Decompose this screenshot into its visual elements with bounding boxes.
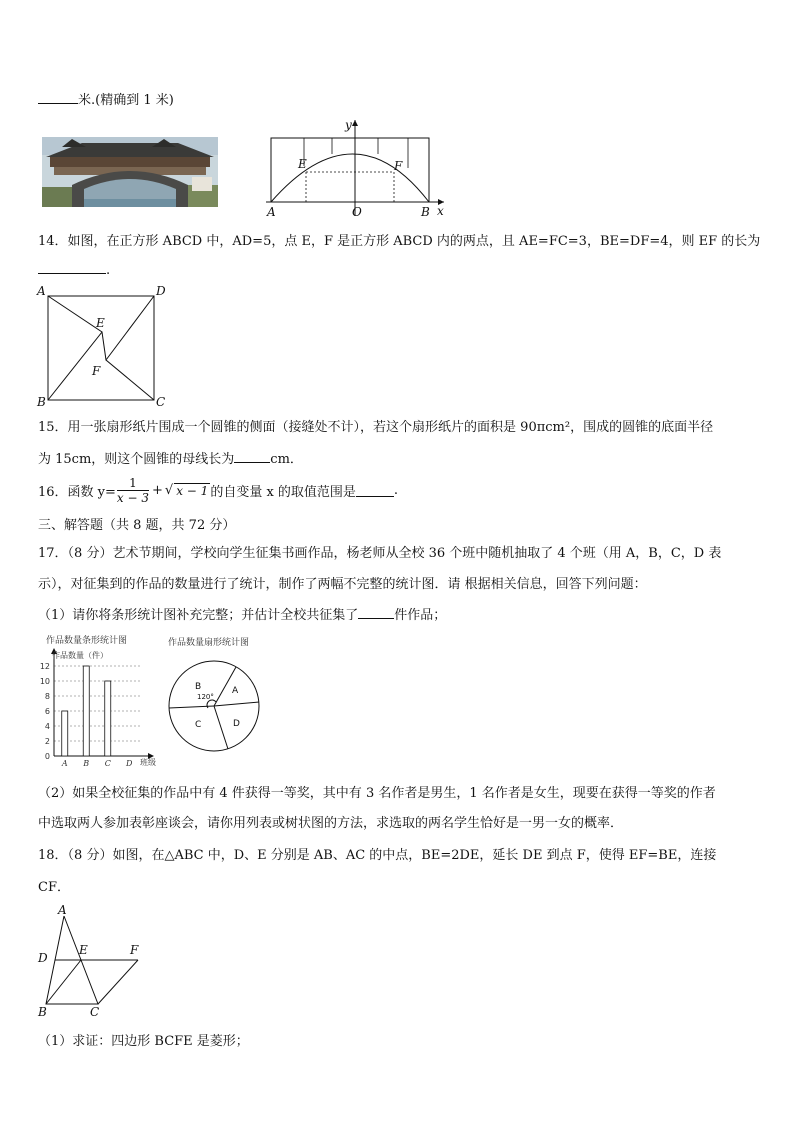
pie-label-d: D xyxy=(233,719,240,729)
q17-part2-line1: （2）如果全校征集的作品中有 4 件获得一等奖，其中有 3 名作者是男生，1 名作者是女生，现要在获得一等奖的作者 xyxy=(38,786,716,801)
q18-line1: 18．（8 分）如图，在△ABC 中，D、E 分别是 AB、AC 的中点，BE=2DE，延长 DE 到点 F，使得 EF=BE，连接 xyxy=(38,848,717,863)
point-label-b: B xyxy=(37,395,46,409)
point-label-d: D xyxy=(156,284,166,298)
point-label-f: F xyxy=(394,159,403,173)
point-label-f: F xyxy=(130,943,139,957)
category-label: B xyxy=(83,759,90,768)
q16-plus: + xyxy=(152,483,163,498)
q15-line1: 15．用一张扇形纸片围成一个圆锥的侧面（接缝处不计），若这个扇形纸片的面积是 90πcm²，围成的圆锥的底面半径 xyxy=(38,420,714,435)
q18-part1: （1）求证：四边形 BCFE 是菱形； xyxy=(38,1034,249,1049)
axis-label-x: x xyxy=(437,204,444,218)
pie-label-a: A xyxy=(232,686,239,696)
point-label-b: B xyxy=(38,1005,47,1019)
q15-line2-b: cm． xyxy=(270,452,303,467)
answer-blank xyxy=(38,261,106,274)
bar-chart-ylabel: 作品数量（件） xyxy=(52,651,108,660)
point-label-a: A xyxy=(58,903,67,917)
y-tick-label: 2 xyxy=(44,737,50,746)
point-label-e: E xyxy=(298,157,307,171)
q16-fraction xyxy=(117,476,149,505)
y-tick-label: 12 xyxy=(39,662,50,671)
bar-chart-title: 作品数量条形统计图 xyxy=(46,636,128,646)
pie-label-b: B xyxy=(195,682,202,692)
bar-chart-xlabel: 班级 xyxy=(140,758,156,767)
point-label-f: F xyxy=(92,364,101,378)
q13-line xyxy=(38,89,174,108)
q17-line1: 17．（8 分）艺术节期间，学校向学生征集书画作品，杨老师从全校 36 个班中随机抽取了 4 个班（用 A，B，C，D 表 xyxy=(38,546,722,561)
q15-line2-a: 为 15cm，则这个圆锥的母线长为 xyxy=(38,452,235,467)
bar-chart-categories xyxy=(61,759,133,768)
q16-line xyxy=(38,476,398,505)
pie-slice-divider xyxy=(214,702,259,706)
y-tick-label: 8 xyxy=(44,692,50,701)
q14-text: 14．如图，在正方形 ABCD 中，AD=5，点 E，F 是正方形 ABCD 内的两点，且 AE=FC=3，BE=DF=4，则 EF 的长为 xyxy=(38,234,761,249)
q18-line2: CF． xyxy=(38,880,70,895)
q16-suffix: 的自变量 x 的取值范围是 xyxy=(210,485,356,500)
point-label-c: C xyxy=(156,395,166,409)
bar-b xyxy=(83,666,89,756)
bar-chart xyxy=(36,630,162,770)
fraction-numerator: 1 xyxy=(117,476,149,491)
bar-c xyxy=(105,681,111,756)
q16-tail: . xyxy=(393,483,399,498)
bar-chart-ticks xyxy=(40,662,50,761)
answer-blank xyxy=(358,606,394,619)
sqrt-icon: √ xyxy=(164,483,174,498)
q16-prefix: 16．函数 y= xyxy=(38,485,116,500)
q13-tail-text: 米.(精确到 1 米) xyxy=(78,93,174,108)
category-label: D xyxy=(126,759,133,768)
square-figure xyxy=(34,280,174,410)
pie-angle-annotation: 120° xyxy=(197,693,214,701)
q15-line2 xyxy=(38,448,303,467)
q17-part2-line2: 中选取两人参加表彰座谈会，请你用列表或树状图的方法，求选取的两名学生恰好是一男一女的概率． xyxy=(38,816,624,831)
triangle-figure xyxy=(34,900,150,1022)
q17-part1 xyxy=(38,604,446,623)
y-tick-label: 0 xyxy=(44,752,50,761)
fraction-denominator: x − 3 xyxy=(116,491,150,505)
point-label-e: E xyxy=(96,316,105,330)
pie-slice-divider xyxy=(214,706,228,749)
q17-part1-a: （1）请你将条形统计图补充完整；并估计全校共征集了 xyxy=(38,608,359,623)
bar-a xyxy=(62,711,68,756)
point-label-a: A xyxy=(267,205,276,219)
answer-blank xyxy=(38,91,78,104)
y-tick-label: 4 xyxy=(44,722,50,731)
point-label-c: C xyxy=(90,1005,100,1019)
bridge-coordinate-figure xyxy=(262,116,452,220)
pie-chart-title: 作品数量扇形统计图 xyxy=(168,638,250,648)
axis-label-y: y xyxy=(345,118,352,132)
pie-label-c: C xyxy=(195,720,202,730)
pie-chart xyxy=(164,632,276,752)
y-tick-label: 6 xyxy=(44,707,50,716)
point-label-e: E xyxy=(79,943,88,957)
y-tick-label: 10 xyxy=(39,677,50,686)
answer-blank xyxy=(356,484,394,497)
q17-part1-b: 件作品； xyxy=(394,608,447,623)
q17-line2: 示），对征集到的作品的数量进行了统计，制作了两幅不完整的统计图．请 根据相关信息，回答下列问题： xyxy=(38,577,647,592)
section-title: 三、解答题（共 8 题，共 72 分） xyxy=(38,518,236,533)
q14-answer-line xyxy=(38,261,110,278)
q16-sqrt-radicand: x − 1 xyxy=(176,484,209,498)
category-label: A xyxy=(61,759,68,768)
category-label: C xyxy=(104,759,111,768)
point-label-a: A xyxy=(37,284,46,298)
point-label-o: O xyxy=(352,205,362,219)
point-label-b: B xyxy=(421,205,430,219)
point-label-d: D xyxy=(38,951,48,965)
bridge-photo xyxy=(42,137,218,207)
q14-tail: . xyxy=(106,263,111,278)
answer-blank xyxy=(234,450,270,463)
